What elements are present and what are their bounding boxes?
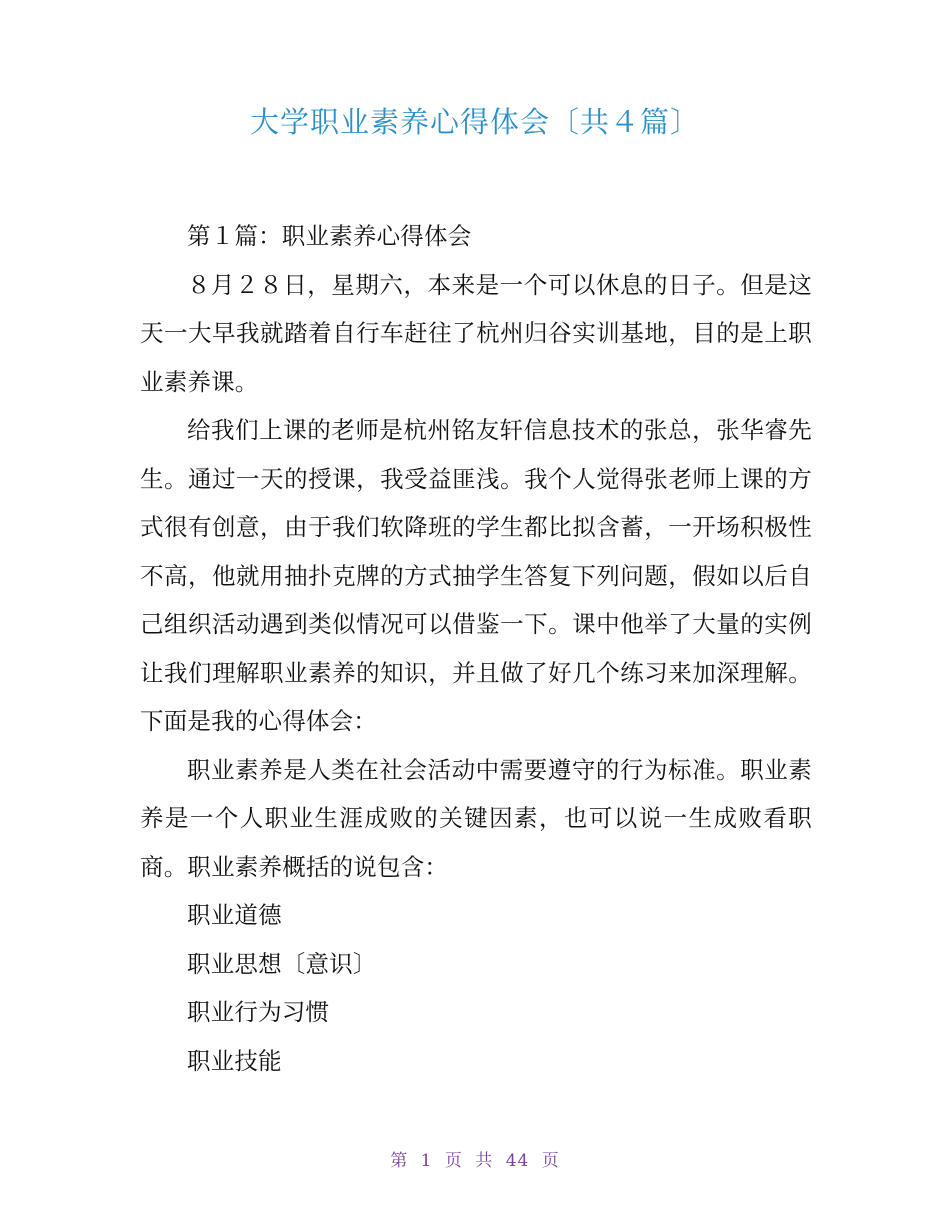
footer-page-word: 第 [390,1151,409,1171]
body-paragraph: 职业素养是人类在社会活动中需要遵守的行为标准。职业素养是一个人职业生涯成败的关键因素，也可以说一生成败看职商。职业素养概括的说包含： [140,755,812,881]
body-paragraph: ８月２８日，星期六，本来是一个可以休息的日子。但是这天一大早我就踏着自行车赶往了杭州归谷实训基地，目的是上职业素养课。 [140,270,812,396]
document-title: 大学职业素养心得体会〔共４篇〕 [249,105,700,139]
page-footer [0,1148,950,1174]
list-item: 职业行为习惯 [187,998,330,1026]
list-item: 职业道德 [187,901,282,929]
footer-page-unit: 页 [444,1151,463,1171]
footer-total-pages: 44 [505,1151,530,1171]
body-paragraph: 给我们上课的老师是杭州铭友轩信息技术的张总，张华睿先生。通过一天的授课，我受益匪浅。我个人觉得张老师上课的方式很有创意，由于我们软降班的学生都比拟含蓄，一开场积极性不高，他就用抽扑克牌的方式抽学生答复下列问题，假如以后自己组织活动遇到类似情况可以借鉴一下。课中他举了大量的实例让我们理解职业素养的知识，并且做了好几个练习来加深理解。下面是我的心得体会： [140,416,812,735]
footer-total-unit: 页 [541,1151,560,1171]
list-item: 职业技能 [187,1046,282,1075]
footer-current-page: 1 [420,1151,433,1171]
document-body [140,212,812,1085]
list-item: 职业思想〔意识〕 [187,949,377,978]
section-heading: 第１篇：职业素养心得体会 [187,222,472,250]
footer-total-word: 共 [475,1151,494,1171]
